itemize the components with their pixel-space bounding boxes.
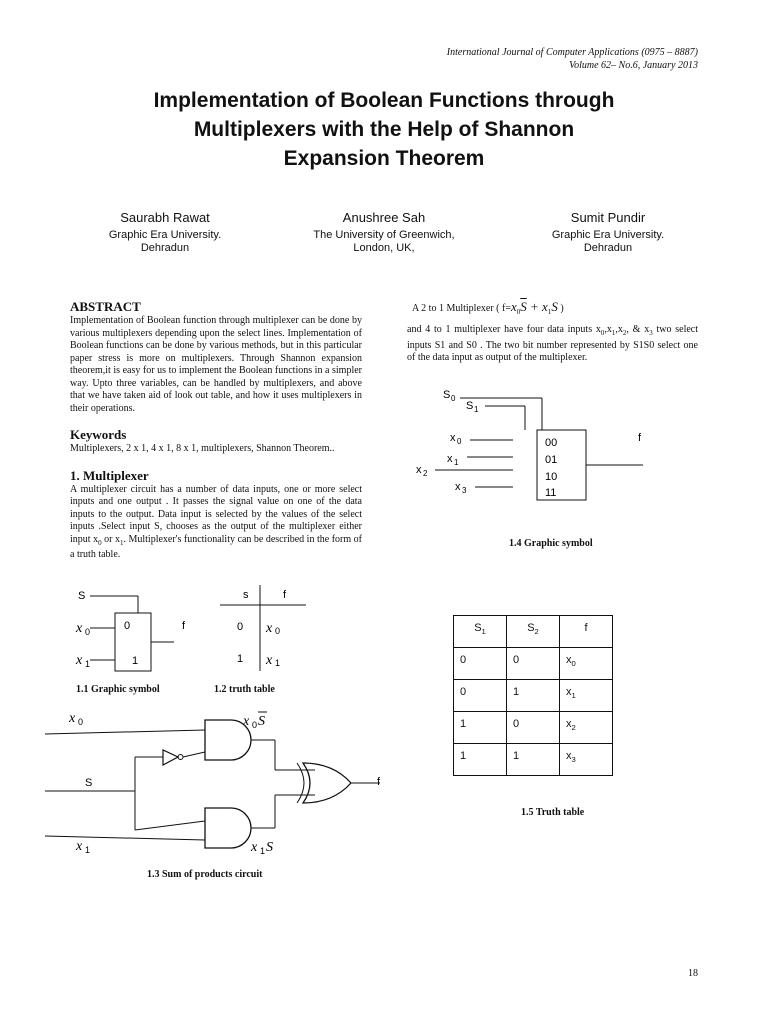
table-cell: 1 xyxy=(507,744,560,776)
input-label: x xyxy=(76,653,83,668)
table-row xyxy=(454,648,613,680)
page-number: 18 xyxy=(688,968,698,979)
abstract-text: Implementation of Boolean function through multiplexer can be done by various multiplexers depending upon the select lines. Implementation of Boolean functions can be done by various methods, but in this particular paper stress is more on multiplexers. Through Shannon expansion theorem,it is easy for us to implement the Boolean functions in a simpler way. Upto three variables, can be handled by multiplexers, and above that we have taken aid of look out table, and how it uses multiplexers in their operations. xyxy=(70,315,362,414)
select-label: S xyxy=(466,400,474,412)
input-sub: 0 xyxy=(78,717,84,727)
select-label: S xyxy=(443,389,451,401)
subscript: 1 xyxy=(119,538,124,547)
subscript: 0 xyxy=(600,329,605,337)
table-row xyxy=(454,744,613,776)
term-label: x xyxy=(251,840,258,855)
author-location: Dehradun xyxy=(140,242,190,254)
table-header: $S_2$ xyxy=(507,616,560,648)
table-cell-sub: 0 xyxy=(275,626,281,636)
title-line: Implementation of Boolean Functions through xyxy=(153,89,615,112)
term-sub: 0 xyxy=(252,720,258,730)
input-sub: 0 xyxy=(457,437,462,446)
title-line: Expansion Theorem xyxy=(283,147,485,170)
desc-part: two select inputs S1 and S0 . The two bit number represented by S1S0 select one of the data input as output of the multiplexer. xyxy=(407,324,699,363)
author-affiliation: Graphic Era University. xyxy=(108,229,222,241)
subscript: 3 xyxy=(649,329,653,337)
author-name: Saurabh Rawat xyxy=(120,210,210,225)
mux4-description xyxy=(407,324,698,365)
desc-part: and 4 to 1 multiplexer have four data inputs x xyxy=(407,324,601,335)
author-block xyxy=(284,209,484,255)
author-block xyxy=(508,209,708,255)
term-label: x xyxy=(243,714,250,729)
figure-caption: 1.5 Truth table xyxy=(521,807,585,818)
mux-code: 00 xyxy=(545,437,558,449)
author-name: Sumit Pundir xyxy=(570,210,646,225)
figure-graphic-symbol-2to1 xyxy=(70,585,210,680)
formula-sub: 0 xyxy=(516,308,521,316)
section-text-part: A multiplexer circuit has a number of data inputs, one or more select inputs and one output . It passes the signal value on one of the data inputs to the output. Data input is selected by the values of the select inputs .Select input S, chooses as the output of the multiplexer either input x xyxy=(70,483,362,545)
desc-part: ,x xyxy=(615,324,623,335)
table-cell: 0 xyxy=(454,680,507,712)
author-location: Dehradun xyxy=(583,242,633,254)
author-location: London, UK, xyxy=(353,242,415,254)
table-header: f xyxy=(560,616,613,648)
table-header: $S_1$ xyxy=(454,616,507,648)
select-sub: 0 xyxy=(451,394,456,403)
table-cell-sub: 1 xyxy=(275,658,281,668)
desc-part: ,x xyxy=(604,324,612,335)
term-sub: 1 xyxy=(260,846,266,856)
journal-header xyxy=(447,46,698,72)
section-text-part: or x xyxy=(101,533,120,545)
figure-caption: 1.4 Graphic symbol xyxy=(509,538,593,549)
figure-graphic-symbol-4to1 xyxy=(410,385,660,505)
term-label: S xyxy=(258,714,265,729)
mux-code: 10 xyxy=(545,471,558,483)
table-cell: x xyxy=(266,653,273,668)
select-label: S xyxy=(78,590,86,602)
left-column xyxy=(70,299,362,562)
abstract-heading: ABSTRACT xyxy=(70,299,141,314)
table-cell: 0 xyxy=(454,648,507,680)
formula-plus: + xyxy=(526,299,543,314)
input-sub: 1 xyxy=(85,845,91,855)
figure-caption: 1.3 Sum of products circuit xyxy=(147,869,263,880)
paper-title xyxy=(0,86,768,173)
table-cell: x xyxy=(266,621,273,636)
desc-part: , & x xyxy=(626,324,650,335)
input-sub: 1 xyxy=(85,659,91,669)
subscript: 2 xyxy=(622,329,627,337)
table-cell: 1 xyxy=(454,744,507,776)
table-cell: $x_0$ xyxy=(560,648,613,680)
keywords-text: Multiplexers, 2 x 1, 4 x 1, 8 x 1, multiplexers, Shannon Theorem.. xyxy=(70,443,335,454)
figure-truth-table-2to1 xyxy=(220,585,320,675)
mux-code: 11 xyxy=(545,487,557,499)
input-sub: 0 xyxy=(85,627,91,637)
table-cell: $x_3$ xyxy=(560,744,613,776)
input-label: x xyxy=(447,453,453,465)
input-label: x xyxy=(455,481,461,493)
table-cell: $x_2$ xyxy=(560,712,613,744)
input-sub: 2 xyxy=(423,469,428,478)
table-cell: 0 xyxy=(237,621,244,633)
formula-sub: 1 xyxy=(547,308,552,316)
input-sub: 3 xyxy=(462,486,467,495)
mux-formula-line xyxy=(412,301,702,319)
formula-term: $\overline{S}$ xyxy=(520,299,527,314)
select-label: S xyxy=(85,777,93,789)
output-label: f xyxy=(377,776,381,788)
table-cell: 0 xyxy=(507,712,560,744)
table-header-row xyxy=(454,616,613,648)
input-label: x xyxy=(450,432,456,444)
input-label: x xyxy=(69,711,76,726)
title-line: Multiplexers with the Help of Shannon xyxy=(193,118,575,141)
formula-close: ) xyxy=(557,303,564,314)
subscript: 0 xyxy=(98,538,102,547)
formula-term: S xyxy=(551,299,558,314)
input-label: x xyxy=(76,621,83,636)
input-sub: 1 xyxy=(454,458,459,467)
output-label: f xyxy=(182,620,186,632)
figure-truth-table-4to1 xyxy=(453,615,613,776)
mux-text: A 2 to 1 Multiplexer ( f= xyxy=(412,303,511,314)
table-row xyxy=(454,680,613,712)
table-row xyxy=(454,712,613,744)
select-sub: 1 xyxy=(474,405,479,414)
section-text xyxy=(70,484,362,562)
author-affiliation: The University of Greenwich, xyxy=(313,229,455,241)
figure-caption: 1.2 truth table xyxy=(214,684,275,695)
keywords-heading: Keywords xyxy=(70,427,127,442)
term-label: S xyxy=(266,840,273,855)
output-label: f xyxy=(638,432,642,444)
formula-term: x xyxy=(510,299,517,314)
section-text-part: . Multiplexer's functionality can be described in the form of a truth table. xyxy=(70,533,362,560)
table-header: s xyxy=(243,589,249,601)
table-header: f xyxy=(283,589,287,601)
table-cell: 0 xyxy=(507,648,560,680)
mux-code: 01 xyxy=(545,454,558,466)
section-heading: 1. Multiplexer xyxy=(70,467,149,483)
formula-term: x xyxy=(542,299,548,314)
figure-caption: 1.1 Graphic symbol xyxy=(76,684,160,695)
author-block xyxy=(65,209,265,255)
input-label: x xyxy=(76,839,83,854)
journal-name: International Journal of Computer Applications (0975 – 8887) xyxy=(446,47,698,58)
journal-volume: Volume 62– No.6, January 2013 xyxy=(569,60,698,71)
author-name: Anushree Sah xyxy=(342,210,426,225)
figure-sum-of-products-circuit xyxy=(45,705,395,865)
table-cell: $x_1$ xyxy=(560,680,613,712)
input-label: x xyxy=(416,464,422,476)
table-cell: 1 xyxy=(237,653,244,665)
author-affiliation: Graphic Era University. xyxy=(551,229,665,241)
mux-code: 1 xyxy=(132,655,139,667)
subscript: 1 xyxy=(611,329,616,337)
mux-code: 0 xyxy=(124,620,131,632)
table-cell: 1 xyxy=(507,680,560,712)
table-cell: 1 xyxy=(454,712,507,744)
